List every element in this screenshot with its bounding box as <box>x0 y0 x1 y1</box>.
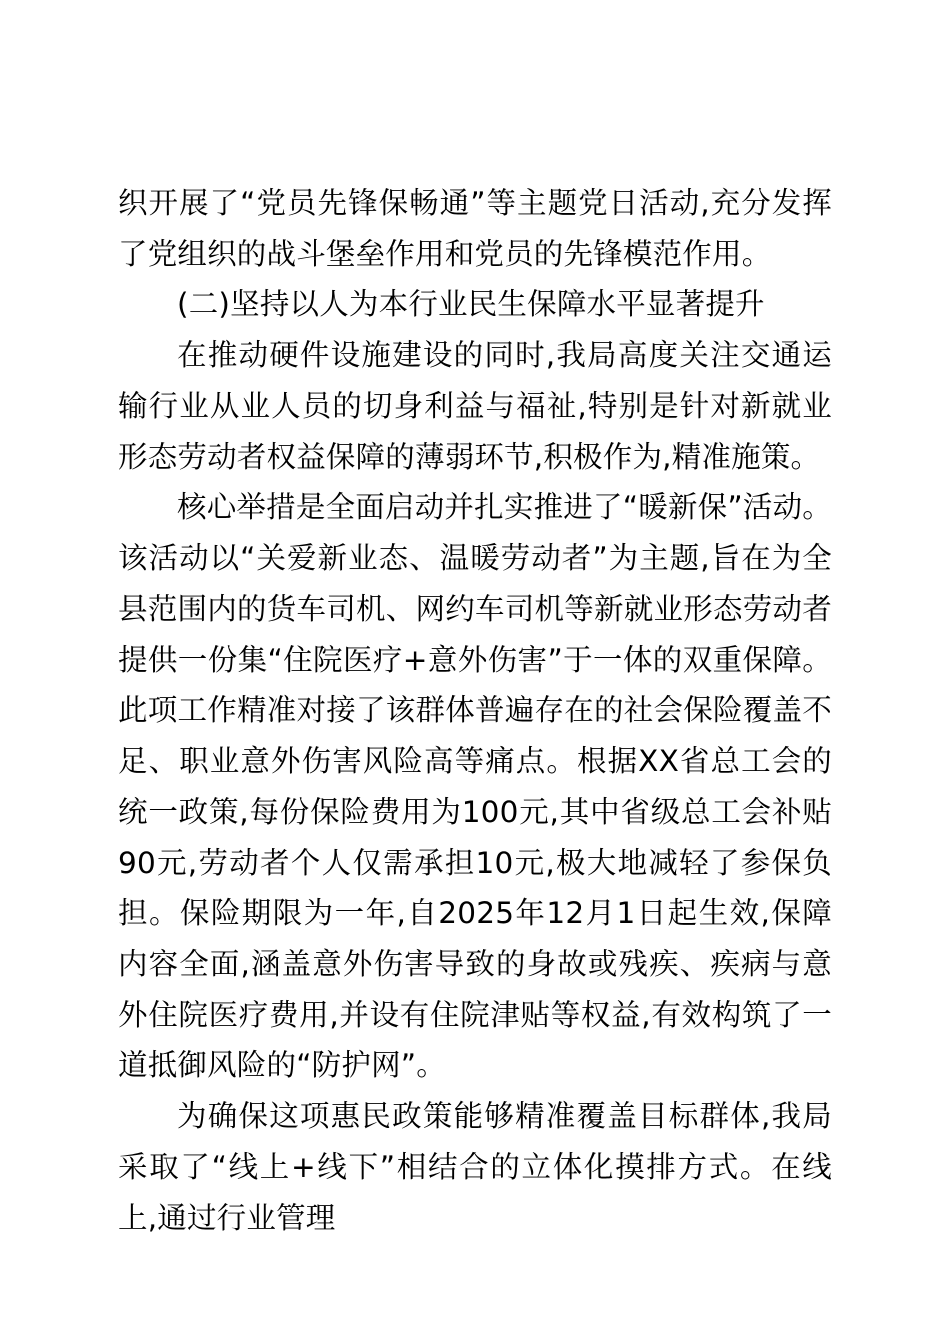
paragraph-3: 在推动硬件设施建设的同时,我局高度关注交通运输行业从业人员的切身利益与福祉,特别是针对新就业形态劳动者权益保障的薄弱环节,积极作为,精准施策。 <box>118 338 832 474</box>
paragraph-4: 核心举措是全面启动并扎实推进了“暖新保”活动。该活动以“关爱新业态、温暖劳动者”为主题,旨在为全县范围内的货车司机、网约车司机等新就业形态劳动者提供一份集“住院医疗+意外伤害”于一体的双重保障。此项工作精准对接了该群体普遍存在的社会保险覆盖不足、职业意外伤害风险高等痛点。根据XX省总工会的统一政策,每份保险费用为100元,其中省级总工会补贴90元,劳动者个人仅需承担10元,极大地减轻了参保负担。保险期限为一年,自2025年12月1日起生效,保障内容全面,涵盖意外伤害导致的身故或残疾、疾病与意外住院医疗费用,并设有住院津贴等权益,有效构筑了一道抵御风险的“防护网”。 <box>118 490 832 1083</box>
document-body <box>118 178 832 1243</box>
paragraph-2-heading: (二)坚持以人为本行业民生保障水平显著提升 <box>177 287 765 322</box>
paragraph-5: 为确保这项惠民政策能够精准覆盖目标群体,我局采取了“线上+线下”相结合的立体化摸排方式。在线上,通过行业管理 <box>118 1099 832 1235</box>
paragraph-1: 织开展了“党员先锋保畅通”等主题党日活动,充分发挥了党组织的战斗堡垒作用和党员的先锋模范作用。 <box>118 186 832 271</box>
